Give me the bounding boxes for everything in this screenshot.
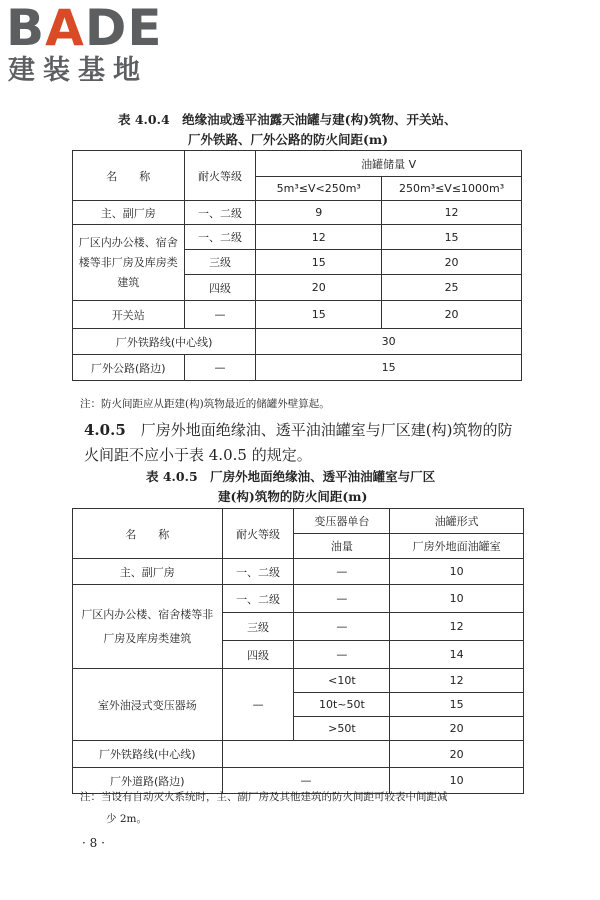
table-cell: 9 [256,201,382,225]
table-cell: 厂外道路(路边) [73,768,223,794]
table-cell: — [294,585,390,613]
table-cell: 10 [390,585,524,613]
table-cell: 15 [256,355,522,381]
table-cell: 厂外公路(路边) [73,355,185,381]
table-cell: 10t~50t [294,693,390,717]
table-cell: 20 [390,741,524,768]
table1-header-range1: 5m³≤V<250m³ [256,177,382,201]
table-cell: 10 [390,559,524,585]
table2-note-line2: 少 2m。 [106,813,147,825]
table-cell: 主、副厂房 [73,201,185,225]
table-cell: 厂外铁路线(中心线) [73,741,223,768]
table-4-0-5 [72,508,524,794]
table-cell: 一、二级 [222,559,294,585]
table-cell: 厂区内办公楼、宿舍楼等非厂房及库房类建筑 [73,225,185,301]
table-cell: — [294,559,390,585]
table-cell: 15 [382,225,522,250]
table2-header-transformer-1: 变压器单台 [294,509,390,534]
table-cell: 一、二级 [184,225,256,250]
table-cell: 一、二级 [222,585,294,613]
table-cell: — [222,669,294,741]
table-cell: 15 [390,693,524,717]
table1-caption-line1: 表 4.0.4 绝缘油或透平油露天油罐与建(构)筑物、开关站、 [118,112,457,127]
table-cell: 12 [382,201,522,225]
table-cell: 12 [256,225,382,250]
table2-header-tank-room: 厂房外地面油罐室 [390,534,524,559]
table2-header-fire-grade: 耐火等级 [222,509,294,559]
table1-header-storage: 油罐储量 V [256,151,522,177]
table2-caption-line2: 建(构)筑物的防火间距(m) [218,489,368,504]
table1-note: 注：防火间距应从距建(构)筑物最近的储罐外壁算起。 [80,398,330,410]
table-cell: 20 [382,301,522,329]
table2-caption-line1: 表 4.0.5 厂房外地面绝缘油、透平油油罐室与厂区 [146,469,436,484]
table1-header-range2: 250m³≤V≤1000m³ [382,177,522,201]
bade-logo [6,2,163,88]
table-cell: 室外油浸式变压器场 [73,669,223,741]
table1-header-fire-grade: 耐火等级 [184,151,256,201]
table-cell: 三级 [222,613,294,641]
table2-header-transformer-2: 油量 [294,534,390,559]
table-cell: 15 [256,250,382,275]
table-cell: 三级 [184,250,256,275]
clause-text: 厂房外地面绝缘油、透平油油罐室与厂区建(构)筑物的防火间距不应小于表 4.0.5 的规定。 [84,421,513,464]
page-number: · 8 · [82,836,105,850]
table-cell: 20 [390,717,524,741]
table-cell: — [184,355,256,381]
clause-number: 4.0.5 [84,421,126,439]
table-cell: 厂外铁路线(中心线) [73,329,256,355]
table-cell [222,741,390,768]
table1-header-name: 名 称 [73,151,185,201]
table2-header-name: 名 称 [73,509,223,559]
table-cell: 10 [390,768,524,794]
table-cell: — [294,613,390,641]
table2-note-line1: 注：当设有自动灭火系统时，主、副厂房及其他建筑的防火间距可较表中间距减 [80,791,448,803]
table-4-0-4 [72,150,522,381]
logo-accent-letter: A [45,0,85,57]
table1-caption-line2: 厂外铁路、厂外公路的防火间距(m) [188,132,389,147]
table-cell: >50t [294,717,390,741]
table-cell: 12 [390,669,524,693]
table-cell: 主、副厂房 [73,559,223,585]
table-cell: — [222,768,390,794]
logo-wordmark: BADE [6,0,163,57]
table-cell: 20 [382,250,522,275]
table-cell: 开关站 [73,301,185,329]
table-cell: 厂区内办公楼、宿舍楼等非厂房及库房类建筑 [73,585,223,669]
table-cell: 20 [256,275,382,301]
table-cell: 15 [256,301,382,329]
table-cell: <10t [294,669,390,693]
table-cell: 30 [256,329,522,355]
table2-header-tank-form: 油罐形式 [390,509,524,534]
table-cell: 14 [390,641,524,669]
table-cell: 25 [382,275,522,301]
table-cell: 四级 [184,275,256,301]
table-cell: — [184,301,256,329]
logo-tagline: 建装基地 [8,55,148,86]
table-cell: 四级 [222,641,294,669]
table-cell: 12 [390,613,524,641]
clause-4-0-5 [84,418,524,468]
table-cell: — [294,641,390,669]
table-cell: 一、二级 [184,201,256,225]
